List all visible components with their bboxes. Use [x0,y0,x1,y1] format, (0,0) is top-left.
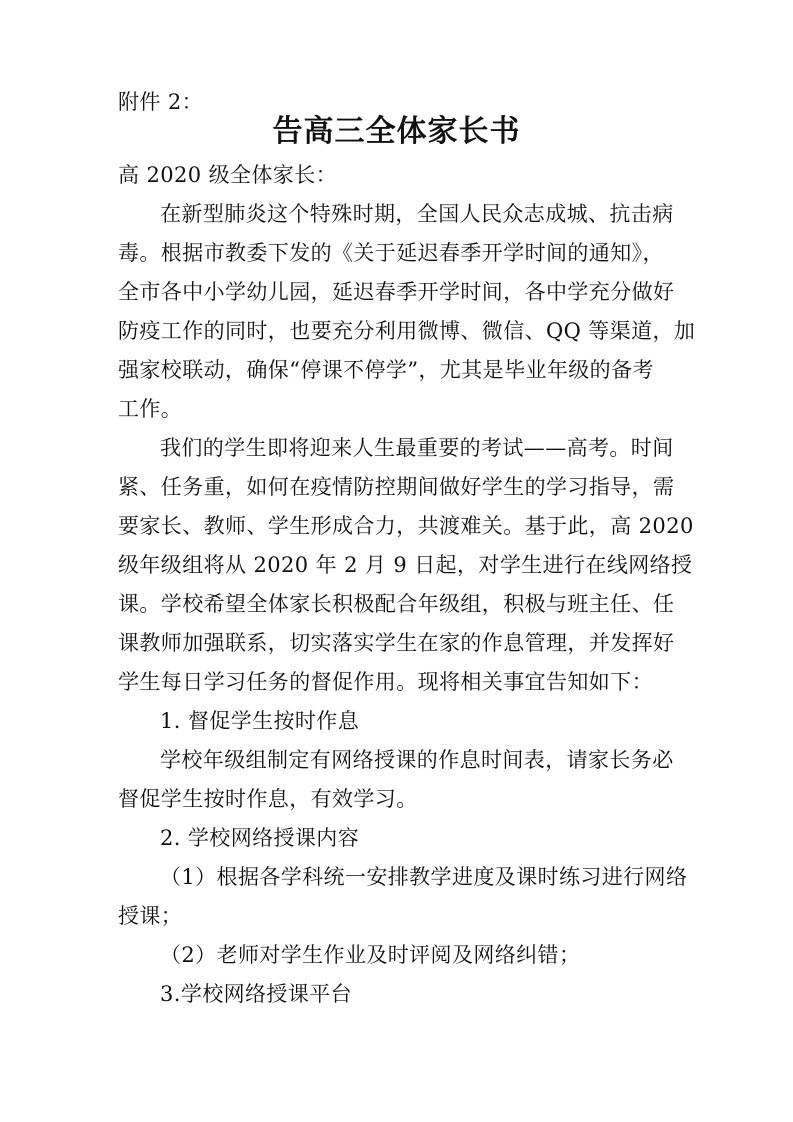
paragraph-line: 工作。 [118,397,183,421]
item-2-sub-2: （2）老师对学生作业及时评阅及网络纠错； [160,943,581,967]
paragraph-line: 我们的学生即将迎来人生最重要的考试——高考。时间 [160,436,674,460]
paragraph-line: 全市各中小学幼儿园，延迟春季开学时间，各中学充分做好 [118,280,675,304]
item-3-heading: 3.学校网络授课平台 [160,982,353,1006]
paragraph-line: 防疫工作的同时，也要充分利用微博、微信、QQ 等渠道，加 [118,319,696,343]
paragraph-line: 督促学生按时作息，有效学习。 [118,787,418,811]
paragraph-line: 授课； [118,904,183,928]
salutation: 高 2020 级全体家长： [118,163,337,187]
paragraph-line: 课教师加强联系，切实落实学生在家的作息管理，并发挥好 [118,631,675,655]
paragraph-line: 学校年级组制定有网络授课的作息时间表，请家长务必 [160,748,674,772]
attachment-label: 附件 2： [118,90,204,114]
paragraph-line: 要家长、教师、学生形成合力，共渡难关。基于此，高 2020 [118,514,694,538]
paragraph-line: 强家校联动，确保“停课不停学”，尤其是毕业年级的备考 [118,358,654,382]
paragraph-line: （1）根据各学科统一安排教学进度及课时练习进行网络 [160,865,688,889]
paragraph-line: 学生每日学习任务的督促作用。现将相关事宜告知如下： [118,670,653,694]
item-2-heading: 2. 学校网络授课内容 [160,826,360,850]
paragraph-line: 紧、任务重，如何在疫情防控期间做好学生的学习指导，需 [118,475,675,499]
paragraph-line: 级年级组将从 2020 年 2 月 9 日起，对学生进行在线网络授 [118,553,693,577]
item-1-heading: 1. 督促学生按时作息 [160,709,360,733]
paragraph-line: 毒。根据市教委下发的《关于延迟春季开学时间的通知》， [118,241,664,265]
paragraph-line: 在新型肺炎这个特殊时期，全国人民众志成城、抗击病 [160,202,674,226]
document-title: 告高三全体家长书 [272,114,521,149]
paragraph-line: 课。学校希望全体家长积极配合年级组，积极与班主任、任 [118,592,675,616]
